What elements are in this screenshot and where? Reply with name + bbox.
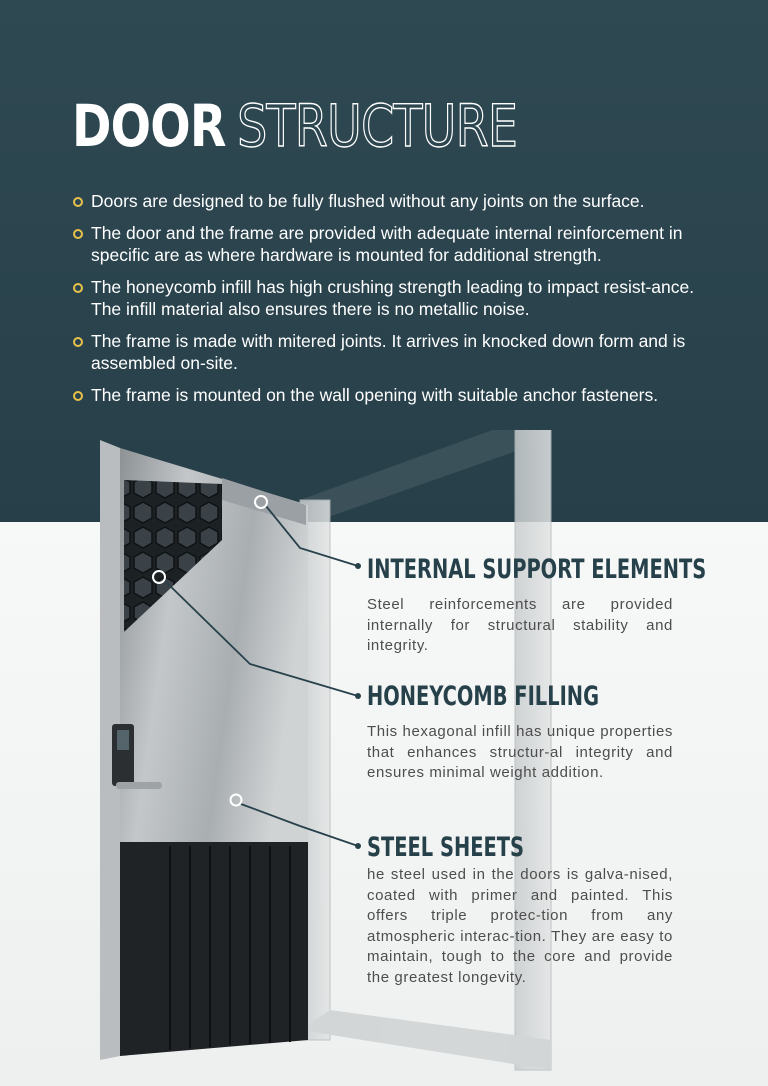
- bullet-item: The door and the frame are provided with adequate internal reinforcement in specific are as where hardware is mounted for additional strength.: [72, 222, 712, 266]
- door-handle: [116, 782, 162, 789]
- feature-text: he steel used in the doors is galva-nised, coated with primer and painted. This offers triple protec-tion from any atmospheric interac-tion. They are easy to maintain, tough to the core and provide the greatest longevity.: [367, 866, 673, 986]
- door-leaf: [100, 440, 308, 1060]
- title-word-structure: STRUCTURE: [237, 92, 518, 160]
- feature-heading: HONEYCOMB FILLING: [367, 681, 600, 712]
- feature-steel-sheets: [367, 833, 673, 988]
- feature-internal-support: [367, 554, 707, 657]
- callout-dot-icon: [355, 563, 361, 849]
- bullet-ring-icon: [73, 197, 83, 207]
- feature-text: Steel reinforcements are provided internally for structural stability and integrity.: [367, 596, 673, 654]
- bullet-ring-icon: [73, 337, 83, 347]
- title-word-door: DOOR: [72, 92, 226, 160]
- bullet-item: The frame is mounted on the wall opening with suitable anchor fasteners.: [72, 384, 712, 406]
- bullet-item: Doors are designed to be fully flushed without any joints on the surface.: [72, 190, 712, 212]
- bullet-ring-icon: [73, 391, 83, 401]
- bullet-list: [72, 190, 712, 416]
- feature-honeycomb: [367, 682, 673, 784]
- bullet-ring-icon: [73, 283, 83, 293]
- feature-text: This hexagonal infill has unique properties that enhances structur-al integrity and ensures minimal weight addition.: [367, 723, 673, 781]
- page-title: [72, 92, 517, 160]
- feature-heading: STEEL SHEETS: [367, 832, 525, 863]
- bullet-item: The frame is made with mitered joints. It arrives in knocked down form and is assembled on-site.: [72, 330, 712, 374]
- bullet-item: The honeycomb infill has high crushing strength leading to impact resist-ance. The infill material also ensures there is no metallic noise.: [72, 276, 712, 320]
- feature-heading: INTERNAL SUPPORT ELEMENTS: [367, 554, 707, 585]
- bullet-ring-icon: [73, 229, 83, 239]
